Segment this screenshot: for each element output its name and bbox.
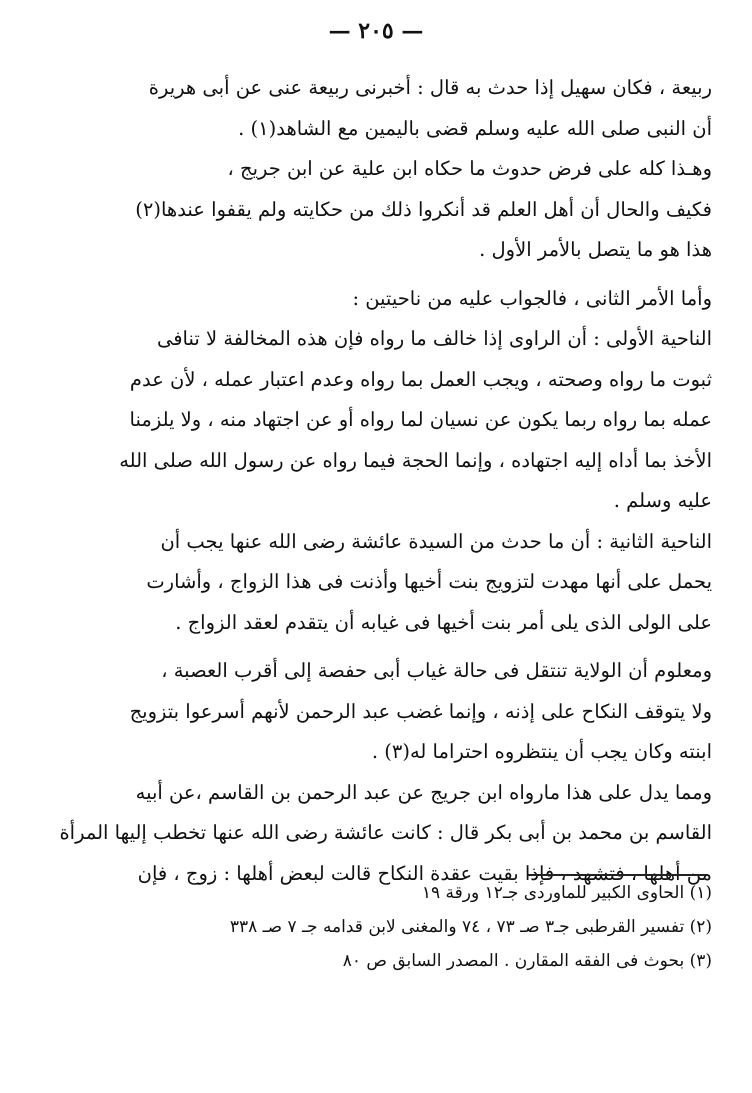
text-line: ابنته وكان يجب أن ينتظروه احتراما له(٣) . (371, 740, 712, 763)
text-line: يحمل على أنها مهدت لتزويج بنت أخيها وأذنت فى هذا الزواج ، وأشارت (146, 570, 712, 593)
text-line: وأما الأمر الثانى ، فالجواب عليه من ناحيتين : (352, 286, 712, 310)
text-line: فكيف والحال أن أهل العلم قد أنكروا ذلك من حكايته ولم يقفوا عندها(٢) (135, 197, 712, 221)
text-line: ولا يتوقف النكاح على إذنه ، وإنما غضب عبد الرحمن لأنهم أسرعوا بتزويج (129, 699, 712, 723)
footnote-1: (١) الحاوى الكبير للماوردى جـ١٢ ورقة ١٩ (421, 883, 712, 903)
text-line: الأخذ بما أداه إليه اجتهاده ، وإنما الحجة فيما رواه عن رسول الله صلى الله (119, 448, 712, 472)
page-number: — ٢٠٥ — (328, 18, 424, 44)
text-line: ومعلوم أن الولاية تنتقل فى حالة غياب أبى حفصة إلى أقرب العصبة ، (161, 659, 712, 682)
text-line: ومما يدل على هذا مارواه ابن جريج عن عبد الرحمن بن القاسم ،عن أبيه (135, 780, 712, 804)
paragraph-gap (40, 271, 712, 279)
text-line: من أهلها ، فتشهد ، فإذا بقيت عقدة النكاح قالت لبعض أهلها : زوج ، فإن (137, 861, 712, 885)
text-line: وهـذا كله على فرض حدوث ما حكاه ابن علية عن ابن جريج ، (227, 157, 712, 180)
text-line: على الولى الذى يلى أمر بنت أخيها فى غيابه أن يتقدم لعقد الزواج . (175, 610, 712, 634)
footnote-2: (٢) تفسير القرطبى جـ٣ صـ ٧٣ ، ٧٤ والمغنى لابن قدامه جـ ٧ صـ ٣٣٨ (229, 917, 712, 937)
text-line: الناحية الثانية : أن ما حدث من السيدة عائشة رضى الله عنها يجب أن (160, 529, 712, 553)
text-line: القاسم بن محمد بن أبى بكر قال : كانت عائشة رضى الله عنها تخطب إليها المرأة (59, 821, 712, 844)
paragraph-gap (40, 643, 712, 651)
text-line: الناحية الأولى : أن الراوى إذا خالف ما رواه فإن هذه المخالفة لا تنافى (156, 327, 712, 350)
body-text (40, 68, 712, 894)
footnote-3: (٣) بحوث فى الفقه المقارن . المصدر السابق ص ٨٠ (342, 951, 712, 971)
text-line: عمله بما رواه ربما يكون عن نسيان لما رواه أو عن اجتهاد منه ، ولا يلزمنا (129, 408, 712, 431)
text-line: ثبوت ما رواه وصحته ، ويجب العمل بما رواه وعدم اعتبار عمله ، لأن عدم (129, 367, 712, 391)
footnotes (152, 876, 712, 978)
text-line: ربيعة ، فكان سهيل إذا حدث به قال : أخبرنى ربيعة عنى عن أبى هريرة (148, 76, 712, 99)
text-line: هذا هو ما يتصل بالأمر الأول . (479, 238, 712, 261)
text-line: أن النبى صلى الله عليه وسلم قضى باليمين مع الشاهد(١) . (238, 116, 712, 140)
text-line: عليه وسلم . (613, 489, 712, 512)
